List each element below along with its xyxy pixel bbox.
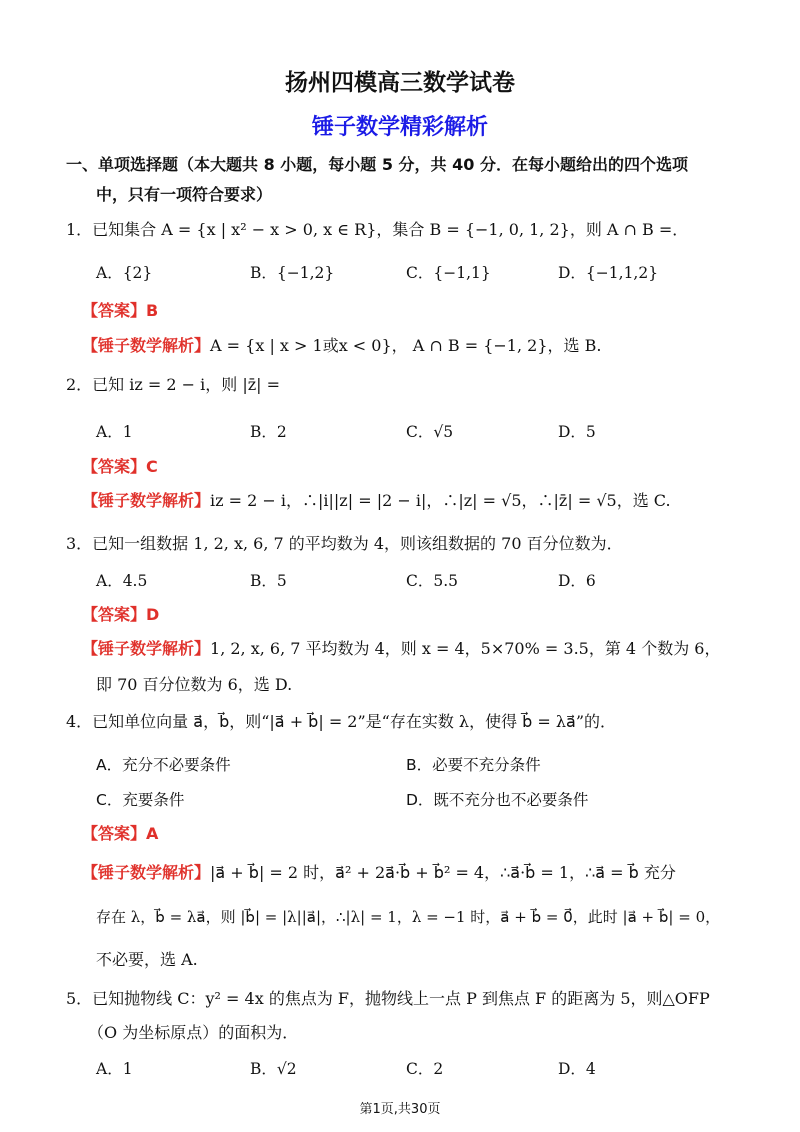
q3-analysis: 1, 2, x, 6, 7 平均数为 4，则 x = 4，5×70% = 3.5，第 4 个数为 6， (210, 639, 721, 658)
q2-option-a: A．1 (96, 423, 133, 441)
q2-option-b: B．2 (250, 423, 287, 441)
q1-option-b: B．{−1,2} (250, 264, 335, 282)
q3-analysis-tag: 【锤子数学解析】 (82, 639, 211, 658)
q2-answer: 【答案】C (82, 457, 158, 476)
q3-option-b: B．5 (250, 572, 287, 590)
q2-analysis-tag: 【锤子数学解析】 (82, 491, 211, 510)
q2-analysis: iz = 2 − i，∴|i||z| = |2 − i|，∴|z| = √5，∴|z̄| = √5，选 C. (210, 491, 671, 510)
page-footer: 第1页,共30页 (359, 1102, 441, 1117)
section-heading-line1: 一、单项选择题（本大题共 8 小题，每小题 5 分，共 40 分．在每小题给出的四个选项 (66, 155, 688, 174)
q4-option-b: B．必要不充分条件 (406, 756, 541, 774)
q4-analysis-tag: 【锤子数学解析】 (82, 863, 211, 882)
q4-option-a: A．充分不必要条件 (96, 756, 231, 774)
q4-analysis-end: 不必要，选 A. (96, 950, 198, 969)
q3-option-c: C．5.5 (406, 572, 459, 590)
q5-option-a: A．1 (96, 1060, 133, 1078)
q1-analysis: A = {x | x > 1或x < 0}， A ∩ B = {−1, 2}，选 B. (210, 336, 602, 355)
q4-analysis: |a⃗ + b⃗| = 2 时，a⃗² + 2a⃗·b⃗ + b⃗² = 4，∴a⃗·b⃗ = 1，∴a⃗ = b⃗ 充分 (210, 863, 676, 882)
q2-option-c: C．√5 (406, 423, 454, 441)
page-title: 扬州四模高三数学试卷 (285, 70, 515, 96)
q1-option-a: A．{2} (96, 264, 153, 282)
q3-analysis-cont: 即 70 百分位数为 6，选 D. (96, 675, 293, 694)
q3-option-a: A．4.5 (96, 572, 148, 590)
q2-option-d: D．5 (558, 423, 596, 441)
q5-stem: 5．已知抛物线 C：y² = 4x 的焦点为 F，抛物线上一点 P 到焦点 F 的距离为 5，则△OFP (66, 989, 710, 1008)
q4-stem: 4．已知单位向量 a⃗，b⃗，则“|a⃗ + b⃗| = 2”是“存在实数 λ，使得 b⃗ = λa⃗”的． (66, 712, 617, 731)
q3-option-d: D．6 (558, 572, 596, 590)
page-subtitle: 锤子数学精彩解析 (311, 115, 488, 140)
q5-option-d: D．4 (558, 1060, 596, 1078)
q3-answer: 【答案】D (82, 605, 160, 624)
q4-answer: 【答案】A (82, 824, 159, 843)
q1-stem: 1．已知集合 A = {x | x² − x > 0, x ∈ R}，集合 B = {−1, 0, 1, 2}，则 A ∩ B =． (66, 220, 689, 239)
q4-analysis-cont: 存在 λ，b⃗ = λa⃗，则 |b⃗| = |λ||a⃗|，∴|λ| = 1，λ = −1 时，a⃗ + b⃗ = 0⃗，此时 |a⃗ + b⃗| = 0， (96, 908, 721, 926)
q5-stem-cont: （O 为坐标原点）的面积为． (88, 1023, 299, 1042)
q1-answer: 【答案】B (82, 301, 159, 320)
q4-option-d: D．既不充分也不必要条件 (406, 791, 589, 809)
q1-option-d: D．{−1,1,2} (558, 264, 659, 282)
q5-option-c: C．2 (406, 1060, 444, 1078)
q1-option-c: C．{−1,1} (406, 264, 491, 282)
q5-option-b: B．√2 (250, 1060, 297, 1078)
q3-stem: 3．已知一组数据 1, 2, x, 6, 7 的平均数为 4，则该组数据的 70 百分位数为． (66, 534, 623, 553)
section-heading-line2: 中，只有一项符合要求） (96, 185, 273, 204)
q2-stem: 2．已知 iz = 2 − i，则 |z̄| = (66, 375, 281, 394)
q1-analysis-tag: 【锤子数学解析】 (82, 336, 211, 355)
q4-option-c: C．充要条件 (96, 791, 185, 809)
